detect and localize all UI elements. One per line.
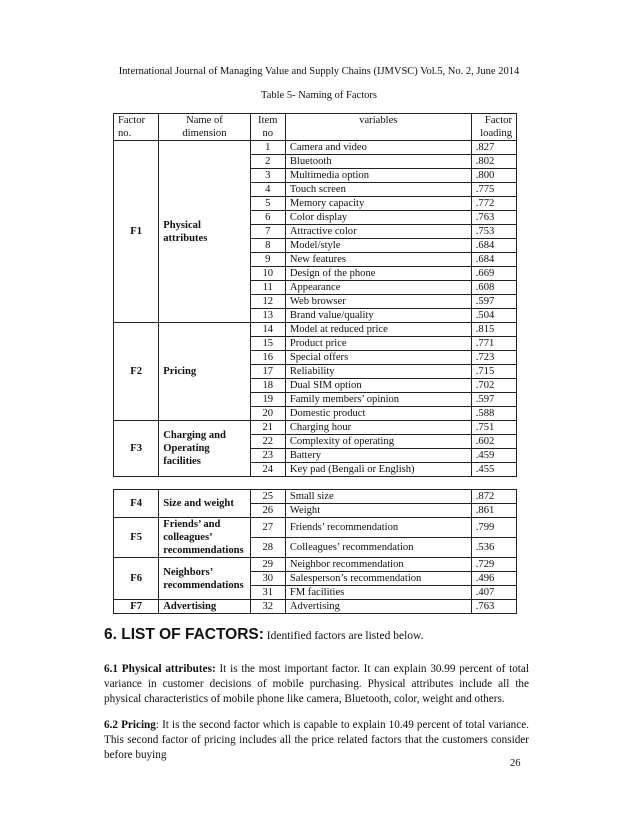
dimension-name <box>159 518 250 558</box>
variable-name: Product price <box>285 337 471 351</box>
factor-loading: .684 <box>471 239 516 253</box>
item-number: 7 <box>250 225 285 239</box>
dimension-name <box>159 490 250 518</box>
variable-name: Brand value/quality <box>285 309 471 323</box>
factor-loading: .753 <box>471 225 516 239</box>
dimension-name <box>159 600 250 614</box>
factor-code: F5 <box>114 518 159 558</box>
factor-loading: .763 <box>471 211 516 225</box>
factor-loading: .669 <box>471 267 516 281</box>
item-number: 29 <box>250 558 285 572</box>
factor-loading: .799 <box>471 518 516 538</box>
item-number: 17 <box>250 365 285 379</box>
variable-name: Bluetooth <box>285 155 471 169</box>
dimension-name <box>159 558 250 600</box>
factor-loading: .772 <box>471 197 516 211</box>
item-number: 24 <box>250 463 285 477</box>
table-caption: Table 5- Naming of Factors <box>261 90 377 101</box>
item-number: 12 <box>250 295 285 309</box>
item-number: 31 <box>250 586 285 600</box>
variable-name: Family members’ opinion <box>285 393 471 407</box>
variable-name: Appearance <box>285 281 471 295</box>
dimension-line: Neighbors’ <box>163 566 214 578</box>
factor-code: F3 <box>114 421 159 477</box>
variable-name: Advertising <box>285 600 471 614</box>
variable-name: Design of the phone <box>285 267 471 281</box>
variable-name: Color display <box>285 211 471 225</box>
factor-code: F2 <box>114 323 159 421</box>
factor-loading: .597 <box>471 393 516 407</box>
dimension-line: Size and weight <box>163 498 234 509</box>
paragraph-text: : It is the second factor which is capable to explain 10.49 percent of total variance. This second factor of pricing includes all the price related factors that the customers consider before buying <box>104 719 529 761</box>
variable-name: Neighbor recommendation <box>285 558 471 572</box>
factor-loading: .597 <box>471 295 516 309</box>
dimension-name <box>159 141 250 323</box>
factor-loading: .496 <box>471 572 516 586</box>
header-variables: variables <box>285 114 471 141</box>
header-item: Item no <box>250 114 285 141</box>
variable-name: Reliability <box>285 365 471 379</box>
factor-loading: .751 <box>471 421 516 435</box>
dimension-name <box>159 421 250 477</box>
paragraph-label: 6.1 Physical attributes: <box>104 663 216 675</box>
paragraph-text: It is the most important factor. It can explain 30.99 percent of total variance in customer decisions of mobile purchasing. Physical attributes include all the physical characteristics of mobile phone like camera, Bluetooth, color, weight and others. <box>104 663 529 705</box>
factor-loading: .588 <box>471 407 516 421</box>
variable-name: FM facilities <box>285 586 471 600</box>
variable-name: Special offers <box>285 351 471 365</box>
item-number: 10 <box>250 267 285 281</box>
section-intro: Identified factors are listed below. <box>263 630 424 642</box>
factor-code: F1 <box>114 141 159 323</box>
variable-name: Dual SIM option <box>285 379 471 393</box>
dimension-line: Pricing <box>163 366 197 377</box>
item-number: 25 <box>250 490 285 504</box>
dimension-line: attributes <box>163 232 208 244</box>
item-number: 5 <box>250 197 285 211</box>
factor-loading: .602 <box>471 435 516 449</box>
table-row <box>114 323 517 337</box>
item-number: 3 <box>250 169 285 183</box>
factor-code: F6 <box>114 558 159 600</box>
section-heading <box>104 627 529 644</box>
table-row <box>114 141 517 155</box>
factor-loading: .872 <box>471 490 516 504</box>
item-number: 15 <box>250 337 285 351</box>
dimension-line: Charging and <box>163 430 226 441</box>
item-number: 9 <box>250 253 285 267</box>
variable-name: Colleagues’ recommendation <box>285 538 471 558</box>
dimension-line: Friends’ and <box>163 519 221 530</box>
item-number: 27 <box>250 518 285 538</box>
factor-table-part-1 <box>113 113 517 477</box>
paragraph-pricing <box>104 718 529 763</box>
variable-name: Attractive color <box>285 225 471 239</box>
variable-name: Web browser <box>285 295 471 309</box>
dimension-name <box>159 323 250 421</box>
variable-name: Salesperson’s recommendation <box>285 572 471 586</box>
variable-name: Memory capacity <box>285 197 471 211</box>
dimension-line: recommendations <box>163 545 244 556</box>
item-number: 19 <box>250 393 285 407</box>
factor-loading: .861 <box>471 504 516 518</box>
dimension-line: Operating <box>163 443 210 454</box>
factor-loading: .800 <box>471 169 516 183</box>
variable-name: Model/style <box>285 239 471 253</box>
dimension-line: colleagues’ <box>163 532 213 543</box>
factor-loading: .802 <box>471 155 516 169</box>
variable-name: Camera and video <box>285 141 471 155</box>
variable-name: Complexity of operating <box>285 435 471 449</box>
variable-name: Domestic product <box>285 407 471 421</box>
item-number: 26 <box>250 504 285 518</box>
factor-loading: .459 <box>471 449 516 463</box>
item-number: 8 <box>250 239 285 253</box>
variable-name: Battery <box>285 449 471 463</box>
factor-table-part-2 <box>113 489 517 614</box>
variable-name: New features <box>285 253 471 267</box>
item-number: 21 <box>250 421 285 435</box>
item-number: 6 <box>250 211 285 225</box>
table-row <box>114 600 517 614</box>
item-number: 23 <box>250 449 285 463</box>
item-number: 20 <box>250 407 285 421</box>
dimension-line: Advertising <box>163 601 217 612</box>
factor-loading: .775 <box>471 183 516 197</box>
item-number: 18 <box>250 379 285 393</box>
item-number: 14 <box>250 323 285 337</box>
factor-loading: .763 <box>471 600 516 614</box>
variable-name: Small size <box>285 490 471 504</box>
factor-loading: .455 <box>471 463 516 477</box>
variable-name: Model at reduced price <box>285 323 471 337</box>
item-number: 4 <box>250 183 285 197</box>
item-number: 2 <box>250 155 285 169</box>
table-row <box>114 558 517 572</box>
item-number: 1 <box>250 141 285 155</box>
factor-loading: .729 <box>471 558 516 572</box>
header-loading: Factor loading <box>471 114 516 141</box>
item-number: 30 <box>250 572 285 586</box>
factor-loading: .608 <box>471 281 516 295</box>
factor-loading: .504 <box>471 309 516 323</box>
factor-code: F7 <box>114 600 159 614</box>
variable-name: Weight <box>285 504 471 518</box>
dimension-line: recommendations <box>163 579 244 591</box>
factor-loading: .407 <box>471 586 516 600</box>
item-number: 16 <box>250 351 285 365</box>
item-number: 13 <box>250 309 285 323</box>
factor-code: F4 <box>114 490 159 518</box>
table-row <box>114 490 517 504</box>
paragraph-physical-attributes <box>104 662 529 707</box>
variable-name: Key pad (Bengali or English) <box>285 463 471 477</box>
factor-loading: .827 <box>471 141 516 155</box>
variable-name: Charging hour <box>285 421 471 435</box>
dimension-line: Physical <box>163 219 201 231</box>
header-factor: Factor no. <box>114 114 159 141</box>
factor-loading: .536 <box>471 538 516 558</box>
factor-loading: .702 <box>471 379 516 393</box>
item-number: 22 <box>250 435 285 449</box>
item-number: 11 <box>250 281 285 295</box>
factor-loading: .771 <box>471 337 516 351</box>
item-number: 32 <box>250 600 285 614</box>
dimension-line: facilities <box>163 456 201 467</box>
paragraph-label: 6.2 Pricing <box>104 719 156 731</box>
section-title: 6. LIST OF FACTORS: <box>104 626 264 643</box>
factor-loading: .715 <box>471 365 516 379</box>
factor-loading: .815 <box>471 323 516 337</box>
variable-name: Friends’ recommendation <box>285 518 471 538</box>
running-header: International Journal of Managing Value and Supply Chains (IJMVSC) Vol.5, No. 2, June 2014 <box>118 66 520 77</box>
variable-name: Touch screen <box>285 183 471 197</box>
table-row <box>114 421 517 435</box>
factor-loading: .684 <box>471 253 516 267</box>
variable-name: Multimedia option <box>285 169 471 183</box>
page-number: 26 <box>510 758 521 769</box>
header-dimension: Name of dimension <box>159 114 250 141</box>
table-row <box>114 518 517 538</box>
table-header-row <box>114 114 517 141</box>
item-number: 28 <box>250 538 285 558</box>
factor-loading: .723 <box>471 351 516 365</box>
